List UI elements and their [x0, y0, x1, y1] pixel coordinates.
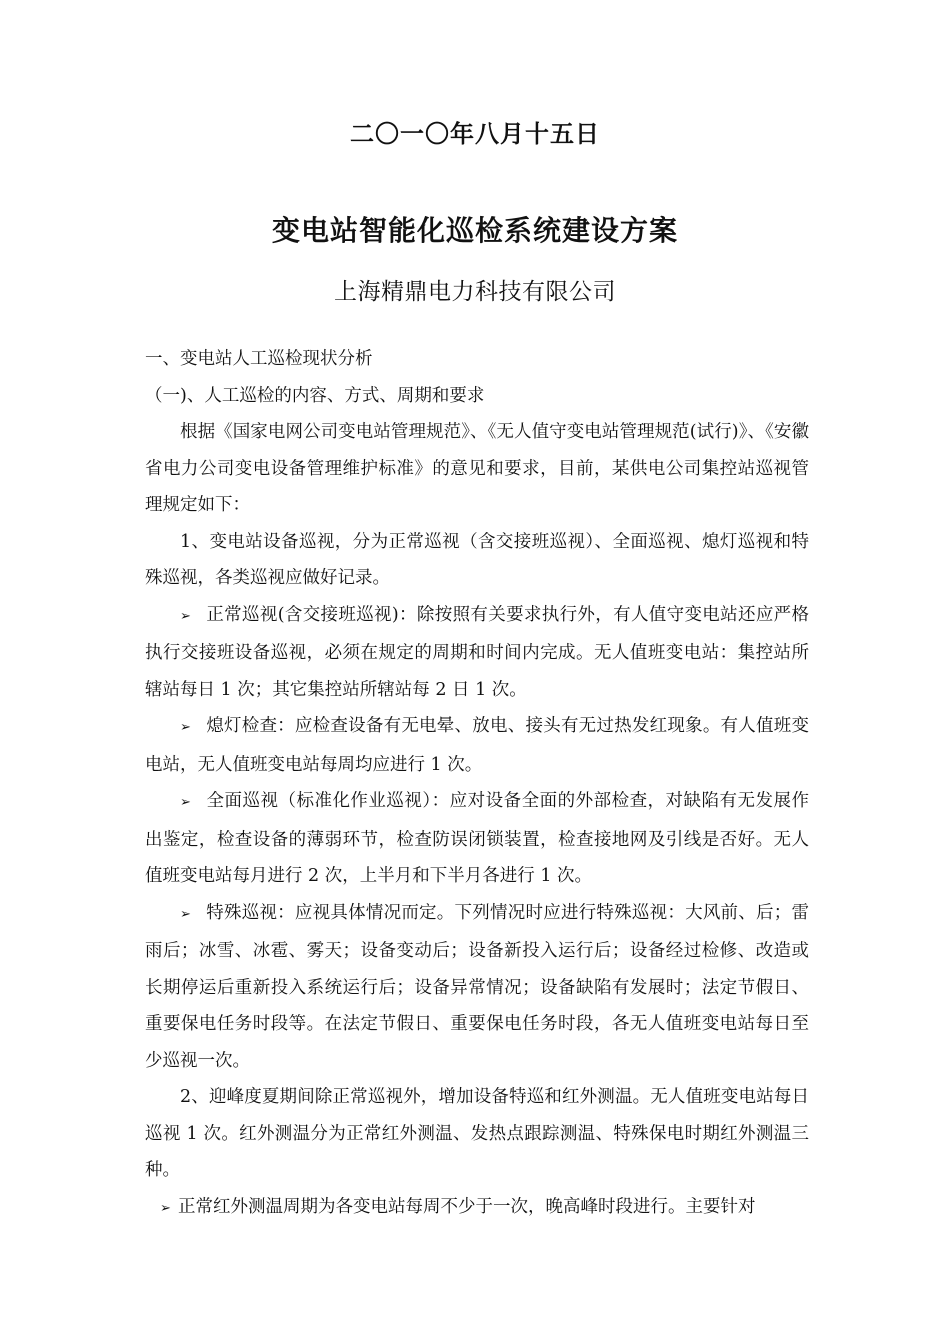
intro-paragraph: 根据《国家电网公司变电站管理规范》、《无人值守变电站管理规范(试行)》、《安徽省电力公司变电设备管理维护标准》的意见和要求，目前，某供电公司集控站巡视管理规定如下：: [145, 422, 809, 515]
document-date: 二〇一〇年八月十五日: [350, 119, 600, 148]
bullet-arrow-icon: ➢: [160, 1200, 171, 1216]
bullet-full-patrol: [145, 783, 809, 895]
bullet-normal-patrol: [145, 597, 809, 709]
bullet-arrow-icon: ➢: [180, 720, 191, 735]
company-name: 上海精鼎电力科技有限公司: [334, 279, 616, 305]
bullet-arrow-icon: ➢: [180, 795, 191, 810]
bullet-special-patrol: [145, 895, 809, 1080]
item-1-paragraph: 1、变电站设备巡视，分为正常巡视（含交接班巡视）、全面巡视、熄灯巡视和特殊巡视，各类巡视应做好记录。: [145, 531, 809, 588]
section-heading-1: 一、变电站人工巡检现状分析: [145, 349, 373, 369]
subsection-heading-1-1: （一)、人工巡检的内容、方式、周期和要求: [145, 385, 485, 406]
bullet-infrared-measurement: [145, 1189, 809, 1228]
document-title: 变电站智能化巡检系统建设方案: [271, 214, 678, 247]
document-body: [145, 341, 809, 1227]
item-2-paragraph: 2、迎峰度夏期间除正常巡视外，增加设备特巡和红外测温。无人值班变电站每日巡视 1 次。红外测温分为正常红外测温、发热点跟踪测温、特殊保电时期红外测温三种。: [145, 1087, 809, 1180]
bullet-full-patrol-text: 全面巡视（标准化作业巡视）：应对设备全面的外部检查，对缺陷有无发展作出鉴定，检查设备的薄弱环节，检查防误闭锁装置，检查接地网及引线是否好。无人值班变电站每月进行 2 次，上半月和下半月各进行 1 次。: [145, 791, 809, 886]
bullet-arrow-icon: ➢: [180, 608, 191, 624]
bullet-normal-patrol-text: 正常巡视(含交接班巡视)：除按照有关要求执行外，有人值守变电站还应严格执行交接班设备巡视，必须在规定的周期和时间内完成。无人值班变电站：集控站所辖站每日 1 次；其它集控站所辖站每 2 日 1 次。: [145, 604, 809, 700]
bullet-special-patrol-text: 特殊巡视：应视具体情况而定。下列情况时应进行特殊巡视：大风前、后；雷雨后；冰雪、冰雹、雾天；设备变动后；设备新投入运行后；设备经过检修、改造或长期停运后重新投入系统运行后；设备异常情况；设备缺陷有发展时；法定节假日、重要保电任务时段等。在法定节假日、重要保电任务时段，各无人值班变电站每日至少巡视一次。: [145, 902, 809, 1071]
bullet-infrared-measurement-text: 正常红外测温周期为各变电站每周不少于一次，晚高峰时段进行。主要针对: [178, 1196, 756, 1217]
bullet-arrow-icon: ➢: [180, 906, 191, 922]
bullet-lights-off-check: [145, 708, 809, 783]
bullet-lights-off-check-text: 熄灯检查：应检查设备有无电晕、放电、接头有无过热发红现象。有人值班变电站，无人值班变电站每周均应进行 1 次。: [145, 716, 809, 775]
